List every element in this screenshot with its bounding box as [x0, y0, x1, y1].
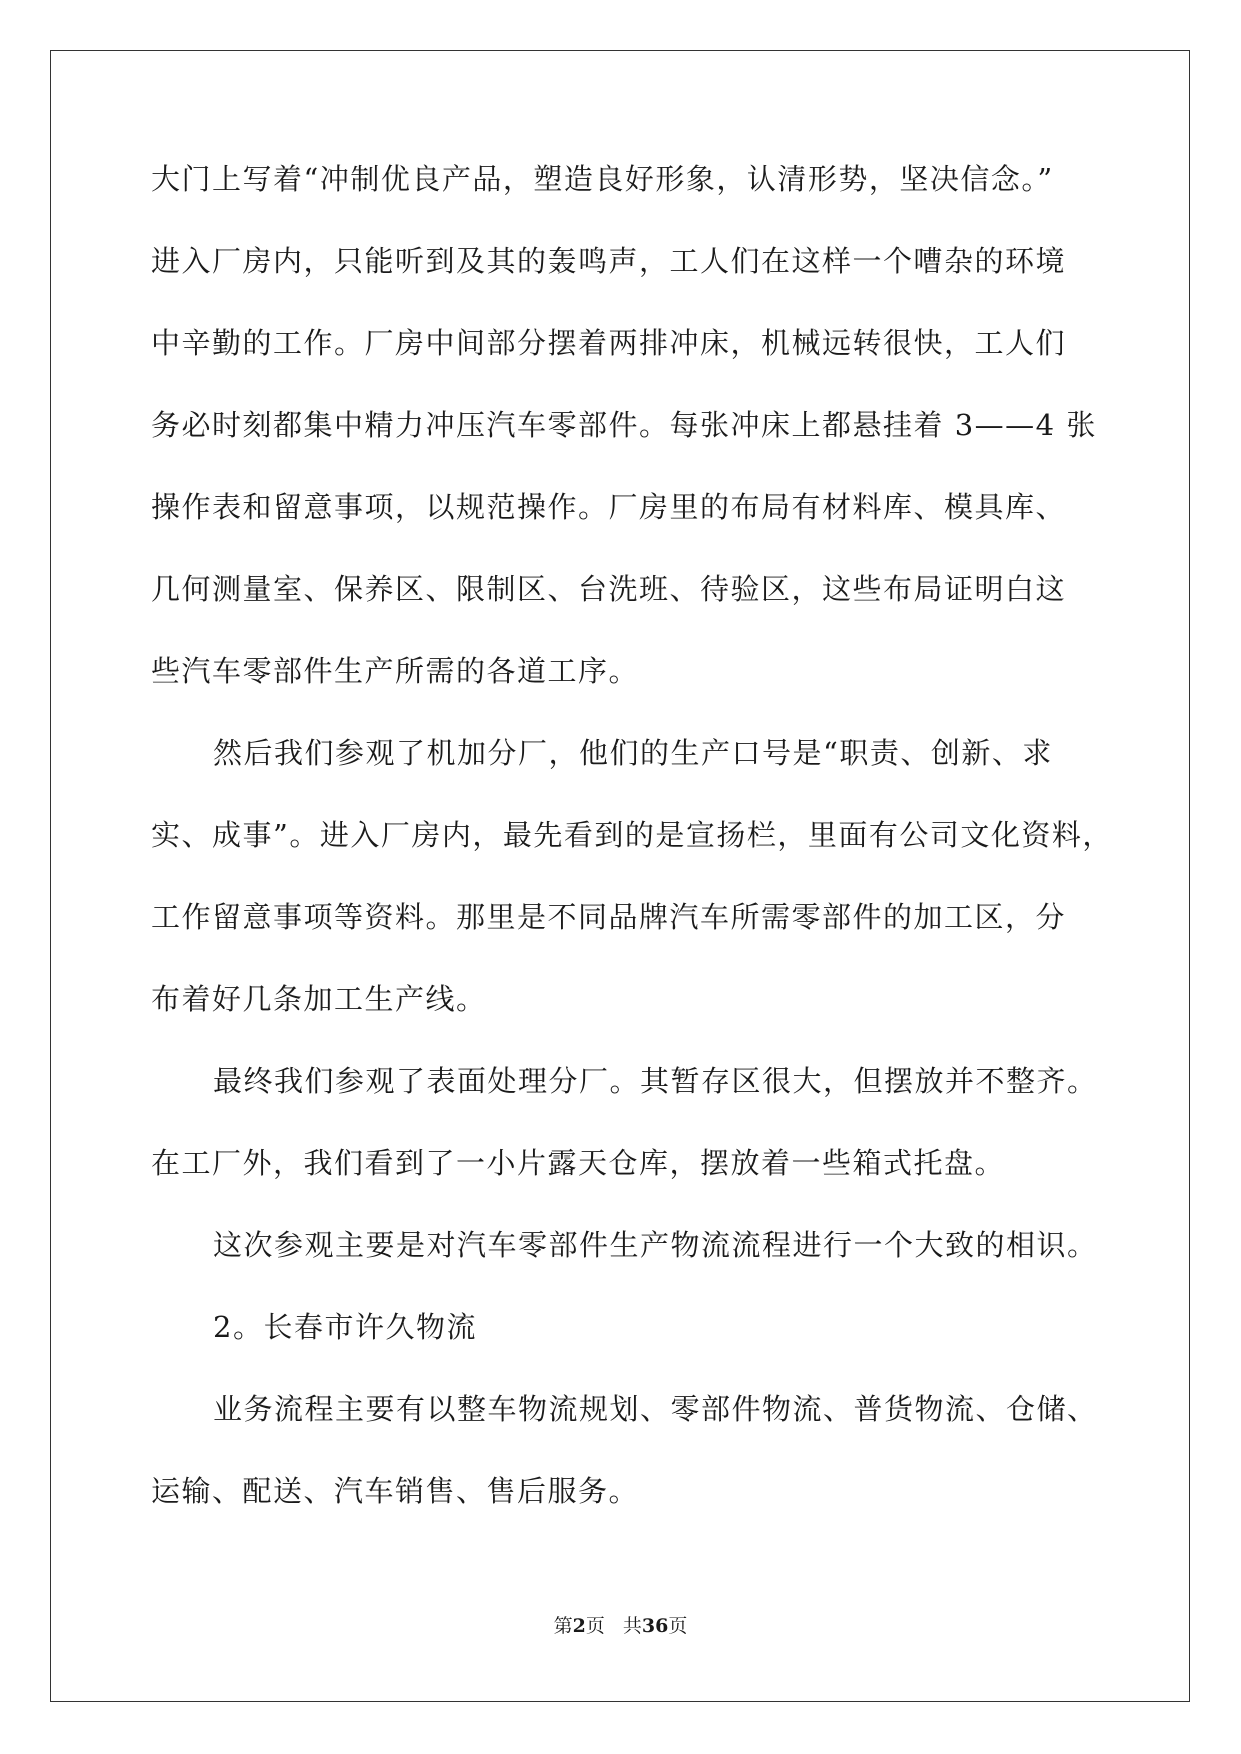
page-footer [0, 1614, 1241, 1638]
page-suffix: 页 [585, 1615, 605, 1637]
page-number: 2 [572, 1615, 586, 1637]
text-line: 运输、配送、汽车销售、售后服务。 [151, 1474, 640, 1508]
total-suffix: 页 [668, 1615, 688, 1637]
text-line: 操作表和留意事项，以规范操作。厂房里的布局有材料库、模具库、 [151, 490, 1067, 524]
text-line: 中辛勤的工作。厂房中间部分摆着两排冲床，机械远转很快，工人们 [151, 326, 1067, 360]
text-line: 在工厂外，我们看到了一小片露天仓库，摆放着一些箱式托盘。 [151, 1146, 1006, 1180]
section-heading: 2。长春市许久物流 [213, 1310, 477, 1344]
text-line: 布着好几条加工生产线。 [151, 982, 487, 1016]
text-line: 大门上写着“冲制优良产品，塑造良好形象，认清形势，坚决信念。” [151, 162, 1054, 196]
page-prefix: 第 [553, 1615, 573, 1637]
total-pages: 36 [641, 1615, 669, 1637]
text-line: 实、成事”。进入厂房内，最先看到的是宣扬栏，里面有公司文化资料， [151, 818, 1113, 852]
paragraph-start-line: 这次参观主要是对汽车零部件生产物流流程进行一个大致的相识。 [213, 1228, 1098, 1262]
text-line: 进入厂房内，只能听到及其的轰鸣声，工人们在这样一个嘈杂的环境 [151, 244, 1067, 278]
paragraph-start-line: 然后我们参观了机加分厂，他们的生产口号是“职责、创新、求 [213, 736, 1053, 770]
paragraph-start-line: 最终我们参观了表面处理分厂。其暂存区很大，但摆放并不整齐。 [213, 1064, 1098, 1098]
total-prefix: 共 [622, 1615, 642, 1637]
text-line: 工作留意事项等资料。那里是不同品牌汽车所需零部件的加工区，分 [151, 900, 1067, 934]
text-line: 些汽车零部件生产所需的各道工序。 [151, 654, 640, 688]
text-line: 几何测量室、保养区、限制区、台洗班、待验区，这些布局证明白这 [151, 572, 1067, 606]
text-line: 务必时刻都集中精力冲压汽车零部件。每张冲床上都悬挂着 3——4 张 [151, 408, 1097, 442]
document-body [151, 162, 1113, 1556]
paragraph-start-line: 业务流程主要有以整车物流规划、零部件物流、普货物流、仓储、 [213, 1392, 1098, 1426]
